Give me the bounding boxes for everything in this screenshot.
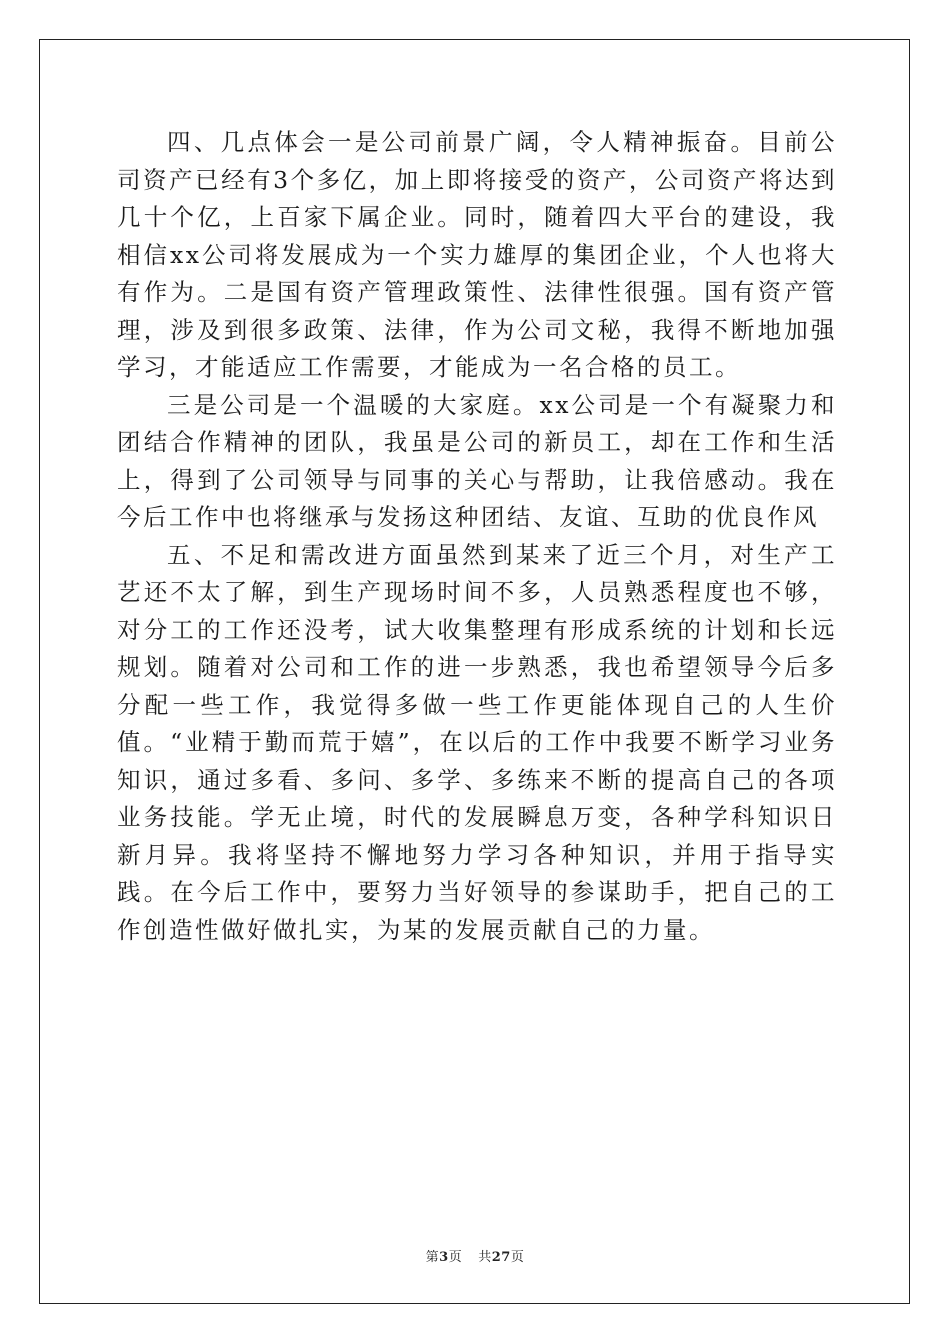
page-number: 3 xyxy=(439,1250,449,1265)
total-suffix: 页 xyxy=(510,1250,525,1265)
paragraph-2: 三是公司是一个温暖的大家庭。xx公司是一个有凝聚力和团结合作精神的团队，我虽是公司的新员工，却在工作和生活上，得到了公司领导与同事的关心与帮助，让我倍感动。我在今后工作中也将继承与发扬这种团结、友谊、互助的优良作风 xyxy=(117,390,837,531)
document-body xyxy=(117,124,837,949)
paragraph-1: 四、几点体会一是公司前景广阔，令人精神振奋。目前公司资产已经有3个多亿，加上即将接受的资产，公司资产将达到几十个亿，上百家下属企业。同时，随着四大平台的建设，我相信xx公司将发展成为一个实力雄厚的集团企业，个人也将大有作为。二是国有资产管理政策性、法律性很强。国有资产管理，涉及到很多政策、法律，作为公司文秘，我得不断地加强学习，才能适应工作需要，才能成为一名合格的员工。 xyxy=(117,128,837,381)
page-footer xyxy=(0,1246,950,1265)
paragraph-3: 五、不足和需改进方面虽然到某来了近三个月，对生产工艺还不太了解，到生产现场时间不多，人员熟悉程度也不够，对分工的工作还没考，试大收集整理有形成系统的计划和长远规划。随着对公司和工作的进一步熟悉，我也希望领导今后多分配一些工作，我觉得多做一些工作更能体现自己的人生价值。“业精于勤而荒于嬉”，在以后的工作中我要不断学习业务知识，通过多看、多问、多学、多练来不断的提高自己的各项业务技能。学无止境，时代的发展瞬息万变，各种学科知识日新月异。我将坚持不懈地努力学习各种知识，并用于指导实践。在今后工作中，要努力当好领导的参谋助手，把自己的工作创造性做好做扎实，为某的发展贡献自己的力量。 xyxy=(117,540,837,944)
page-prefix: 第 xyxy=(425,1250,440,1265)
total-pages: 27 xyxy=(491,1250,511,1265)
total-prefix: 共 xyxy=(478,1250,492,1265)
page-suffix: 页 xyxy=(448,1250,463,1265)
